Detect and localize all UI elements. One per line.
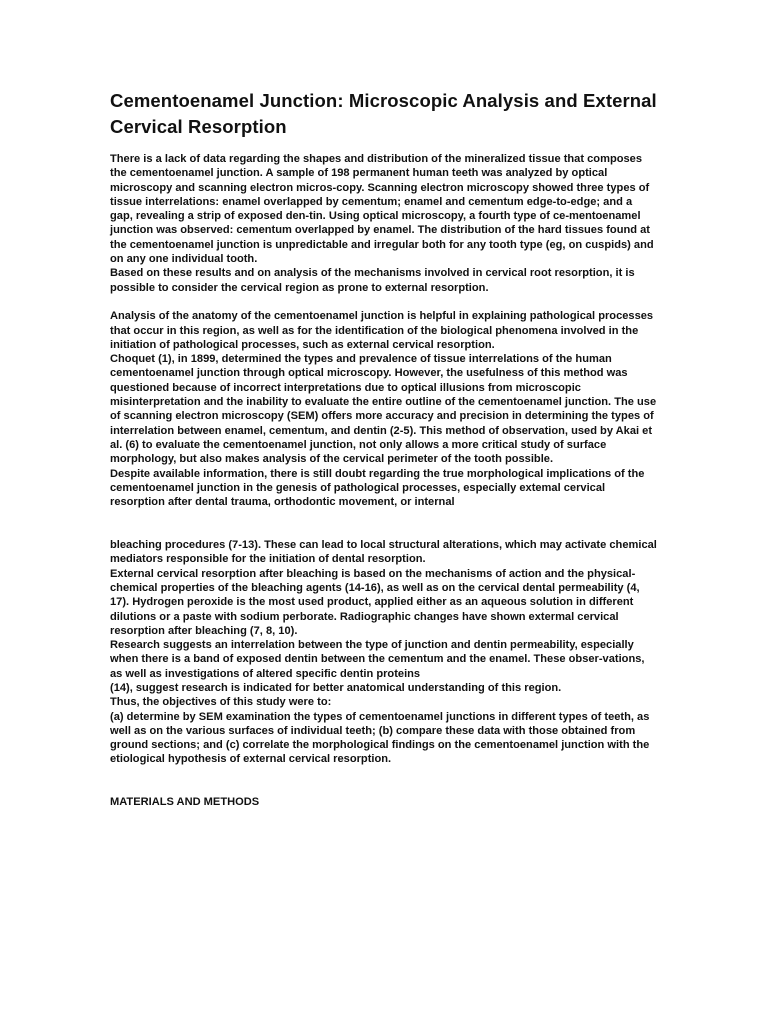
section-heading: MATERIALS AND METHODS <box>110 795 260 808</box>
abstract-paragraph: Based on these results and on analysis of the mechanisms involved in cervical root resorption, it is possible to consider the cervical region as prone to external resorption. <box>110 267 635 294</box>
intro-paragraph: Despite available information, there is still doubt regarding the true morphological implications of the cementoenamel junction in the genesis of pathological processes, especially extemal cervical resorption after dental trauma, orthodontic movement, or internal <box>110 467 645 509</box>
article-body <box>110 152 658 809</box>
intro-paragraph: External cervical resorption after bleaching is based on the mechanisms of action and the physical-chemical properties of the bleaching agents (14-16), as well as on the cervical dental permeability (4, 17). Hydrogen peroxide is the most used product, applied either as an aqueous solution in different dilutions or a paste with sodium perborate. Radiographic changes have shown extermal cervical resorption after bleaching (7, 8, 10). <box>110 567 640 637</box>
article-title: Cementoenamel Junction: Microscopic Analysis and External Cervical Resorption <box>110 90 657 137</box>
intro-paragraph: (14), suggest research is indicated for better anatomical understanding of this region. <box>110 681 562 694</box>
intro-paragraph: Research suggests an interrelation between the type of junction and dentin permeability, especially when there is a band of exposed dentin between the cementum and the enamel. These obser-vations, as well as investigations of altered specific dentin proteins <box>110 639 645 680</box>
paragraph-gap <box>110 295 658 309</box>
abstract-paragraph: There is a lack of data regarding the shapes and distribution of the mineralized tissue that composes the cementoenamel junction. A sample of 198 permanent human teeth was analyzed by optical microscopy and scanning electron micros-copy. Scanning electron microscopy showed three types of tissue interrelations: enamel overlapped by cementum; enamel and cementum edge-to-edge; and a gap, revealing a strip of exposed den-tin. Using optical microscopy, a fourth type of ce-mentoenamel junction was observed: cementum overlapped by enamel. The distribution of the hard tissues found at the cementoenamel junction is unpredictable and irregular both for any tooth type (eg, on cuspids) and on any one individual tooth. <box>110 153 654 266</box>
intro-paragraph: bleaching procedures (7-13). These can lead to local structural alterations, which may activate chemical mediators responsible for the initiation of dental resorption. <box>110 539 657 566</box>
intro-paragraph: Choquet (1), in 1899, determined the types and prevalence of tissue interrelations of the human cementoenamel junction through optical microscopy. However, the usefulness of this method was questioned because of incorrect interpretations due to optical illusions from microscopic misinterpretation and the inability to evaluate the entire outline of the cementoenamel junction. The use of scanning electron microscopy (SEM) offers more accuracy and precision in determining the types of interrelation between enamel, cementum, and dentin (2-5). This method of observation, used by Akai et al. (6) to evaluate the cementoenamel junction, not only allows a more critical study of surface morphology, but also makes analysis of the cervical perimeter of the tooth possible. <box>110 353 657 466</box>
intro-paragraph: Thus, the objectives of this study were to: <box>110 696 332 709</box>
intro-paragraph: Analysis of the anatomy of the cementoenamel junction is helpful in explaining pathological processes that occur in this region, as well as for the identification of the biological phenomena involved in the initiation of pathological processes, such as external cervical resorption. <box>110 310 654 351</box>
objectives-paragraph: (a) determine by SEM examination the types of cementoenamel junctions in different types of teeth, as well as on the various surfaces of individual teeth; (b) compare these data with those obtained from ground sections; and (c) correlate the morphological findings on the cementoenamel junction with the etiological hypothesis of external cervical resorption. <box>110 710 650 766</box>
column-break-gap <box>110 524 658 538</box>
column-break-gap <box>110 509 658 523</box>
